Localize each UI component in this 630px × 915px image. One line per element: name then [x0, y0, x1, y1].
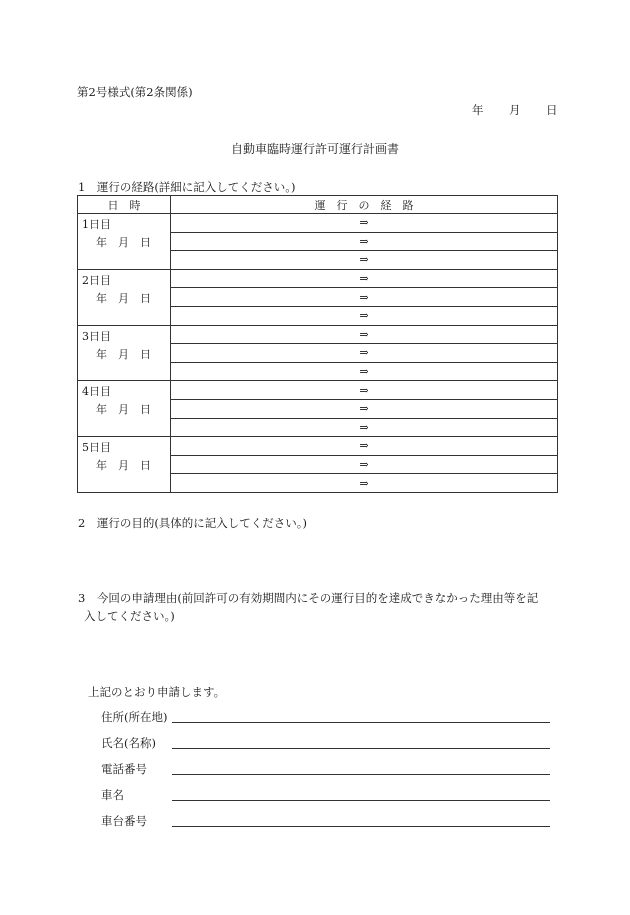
arrow-icon: ⇒: [359, 458, 369, 472]
route-row: [78, 437, 558, 456]
route-entry-cell[interactable]: [171, 418, 558, 437]
arrow-icon: ⇒: [359, 290, 369, 304]
arrow-icon: ⇒: [359, 383, 369, 397]
route-entry-cell[interactable]: [171, 362, 558, 381]
day-date: 年 月 日: [96, 347, 151, 361]
arrow-icon: ⇒: [359, 216, 369, 230]
day-cell[interactable]: [78, 214, 171, 270]
route-entry-cell[interactable]: [171, 214, 558, 233]
route-entry-cell[interactable]: [171, 232, 558, 251]
section2-heading: 2 運行の目的(具体的に記入してください。): [78, 516, 308, 530]
arrow-icon: ⇒: [359, 253, 369, 267]
day-date: 年 月 日: [96, 459, 151, 473]
arrow-icon: ⇒: [359, 327, 369, 341]
day-label: 2日目: [82, 273, 111, 287]
day-cell[interactable]: [78, 325, 171, 381]
date-year: 年: [472, 103, 484, 117]
application-statement: 上記のとおり申請します。: [88, 685, 226, 699]
route-entry-cell[interactable]: [171, 399, 558, 418]
field-input-line[interactable]: [172, 790, 550, 801]
route-row: [78, 269, 558, 288]
route-table: [77, 195, 558, 493]
field-label: 住所(所在地): [101, 710, 168, 724]
day-label: 5日目: [82, 441, 111, 455]
route-entry-cell[interactable]: [171, 437, 558, 456]
route-entry-cell[interactable]: [171, 344, 558, 363]
day-cell[interactable]: [78, 269, 171, 325]
arrow-icon: ⇒: [359, 346, 369, 360]
form-number: 第2号様式(第2条関係): [77, 85, 193, 99]
route-entry-cell[interactable]: [171, 325, 558, 344]
field-label: 電話番号: [101, 762, 147, 776]
route-table-header: [78, 196, 558, 214]
date-month: 月: [509, 103, 521, 117]
route-entry-cell[interactable]: [171, 474, 558, 493]
field-input-line[interactable]: [172, 738, 550, 749]
route-entry-cell[interactable]: [171, 269, 558, 288]
section3-heading-line1: 3 今回の申請理由(前回許可の有効期間内にその運行目的を達成できなかった理由等を記: [78, 591, 539, 605]
section1-heading: 1 運行の経路(詳細に記入してください。): [78, 180, 296, 194]
section3-heading-line2: 入してください。): [84, 609, 175, 623]
route-row: [78, 214, 558, 233]
day-label: 1日目: [82, 218, 111, 231]
arrow-icon: ⇒: [359, 309, 369, 323]
field-label: 車名: [101, 788, 124, 802]
arrow-icon: ⇒: [359, 234, 369, 248]
field-input-line[interactable]: [172, 816, 550, 827]
date-day: 日: [546, 103, 558, 117]
route-entry-cell[interactable]: [171, 251, 558, 270]
arrow-icon: ⇒: [359, 365, 369, 379]
route-row: [78, 325, 558, 344]
day-date: 年 月 日: [96, 291, 151, 305]
day-cell[interactable]: [78, 437, 171, 493]
document-title: 自動車臨時運行許可運行計画書: [230, 142, 399, 156]
day-date: 年 月 日: [96, 236, 151, 249]
column-header-date: 日 時: [78, 196, 171, 214]
arrow-icon: ⇒: [359, 402, 369, 416]
column-header-route: 運 行 の 経 路: [171, 196, 558, 214]
route-entry-cell[interactable]: [171, 381, 558, 400]
day-label: 4日目: [82, 385, 111, 399]
day-label: 3日目: [82, 329, 111, 343]
day-date: 年 月 日: [96, 403, 151, 417]
route-row: [78, 381, 558, 400]
field-label: 車台番号: [101, 814, 147, 828]
arrow-icon: ⇒: [359, 476, 369, 490]
route-entry-cell[interactable]: [171, 306, 558, 325]
route-entry-cell[interactable]: [171, 455, 558, 474]
day-cell[interactable]: [78, 381, 171, 437]
arrow-icon: ⇒: [359, 420, 369, 434]
route-entry-cell[interactable]: [171, 288, 558, 307]
arrow-icon: ⇒: [359, 272, 369, 286]
field-input-line[interactable]: [172, 712, 550, 723]
field-input-line[interactable]: [172, 764, 550, 775]
field-label: 氏名(名称): [101, 736, 156, 750]
arrow-icon: ⇒: [359, 439, 369, 453]
